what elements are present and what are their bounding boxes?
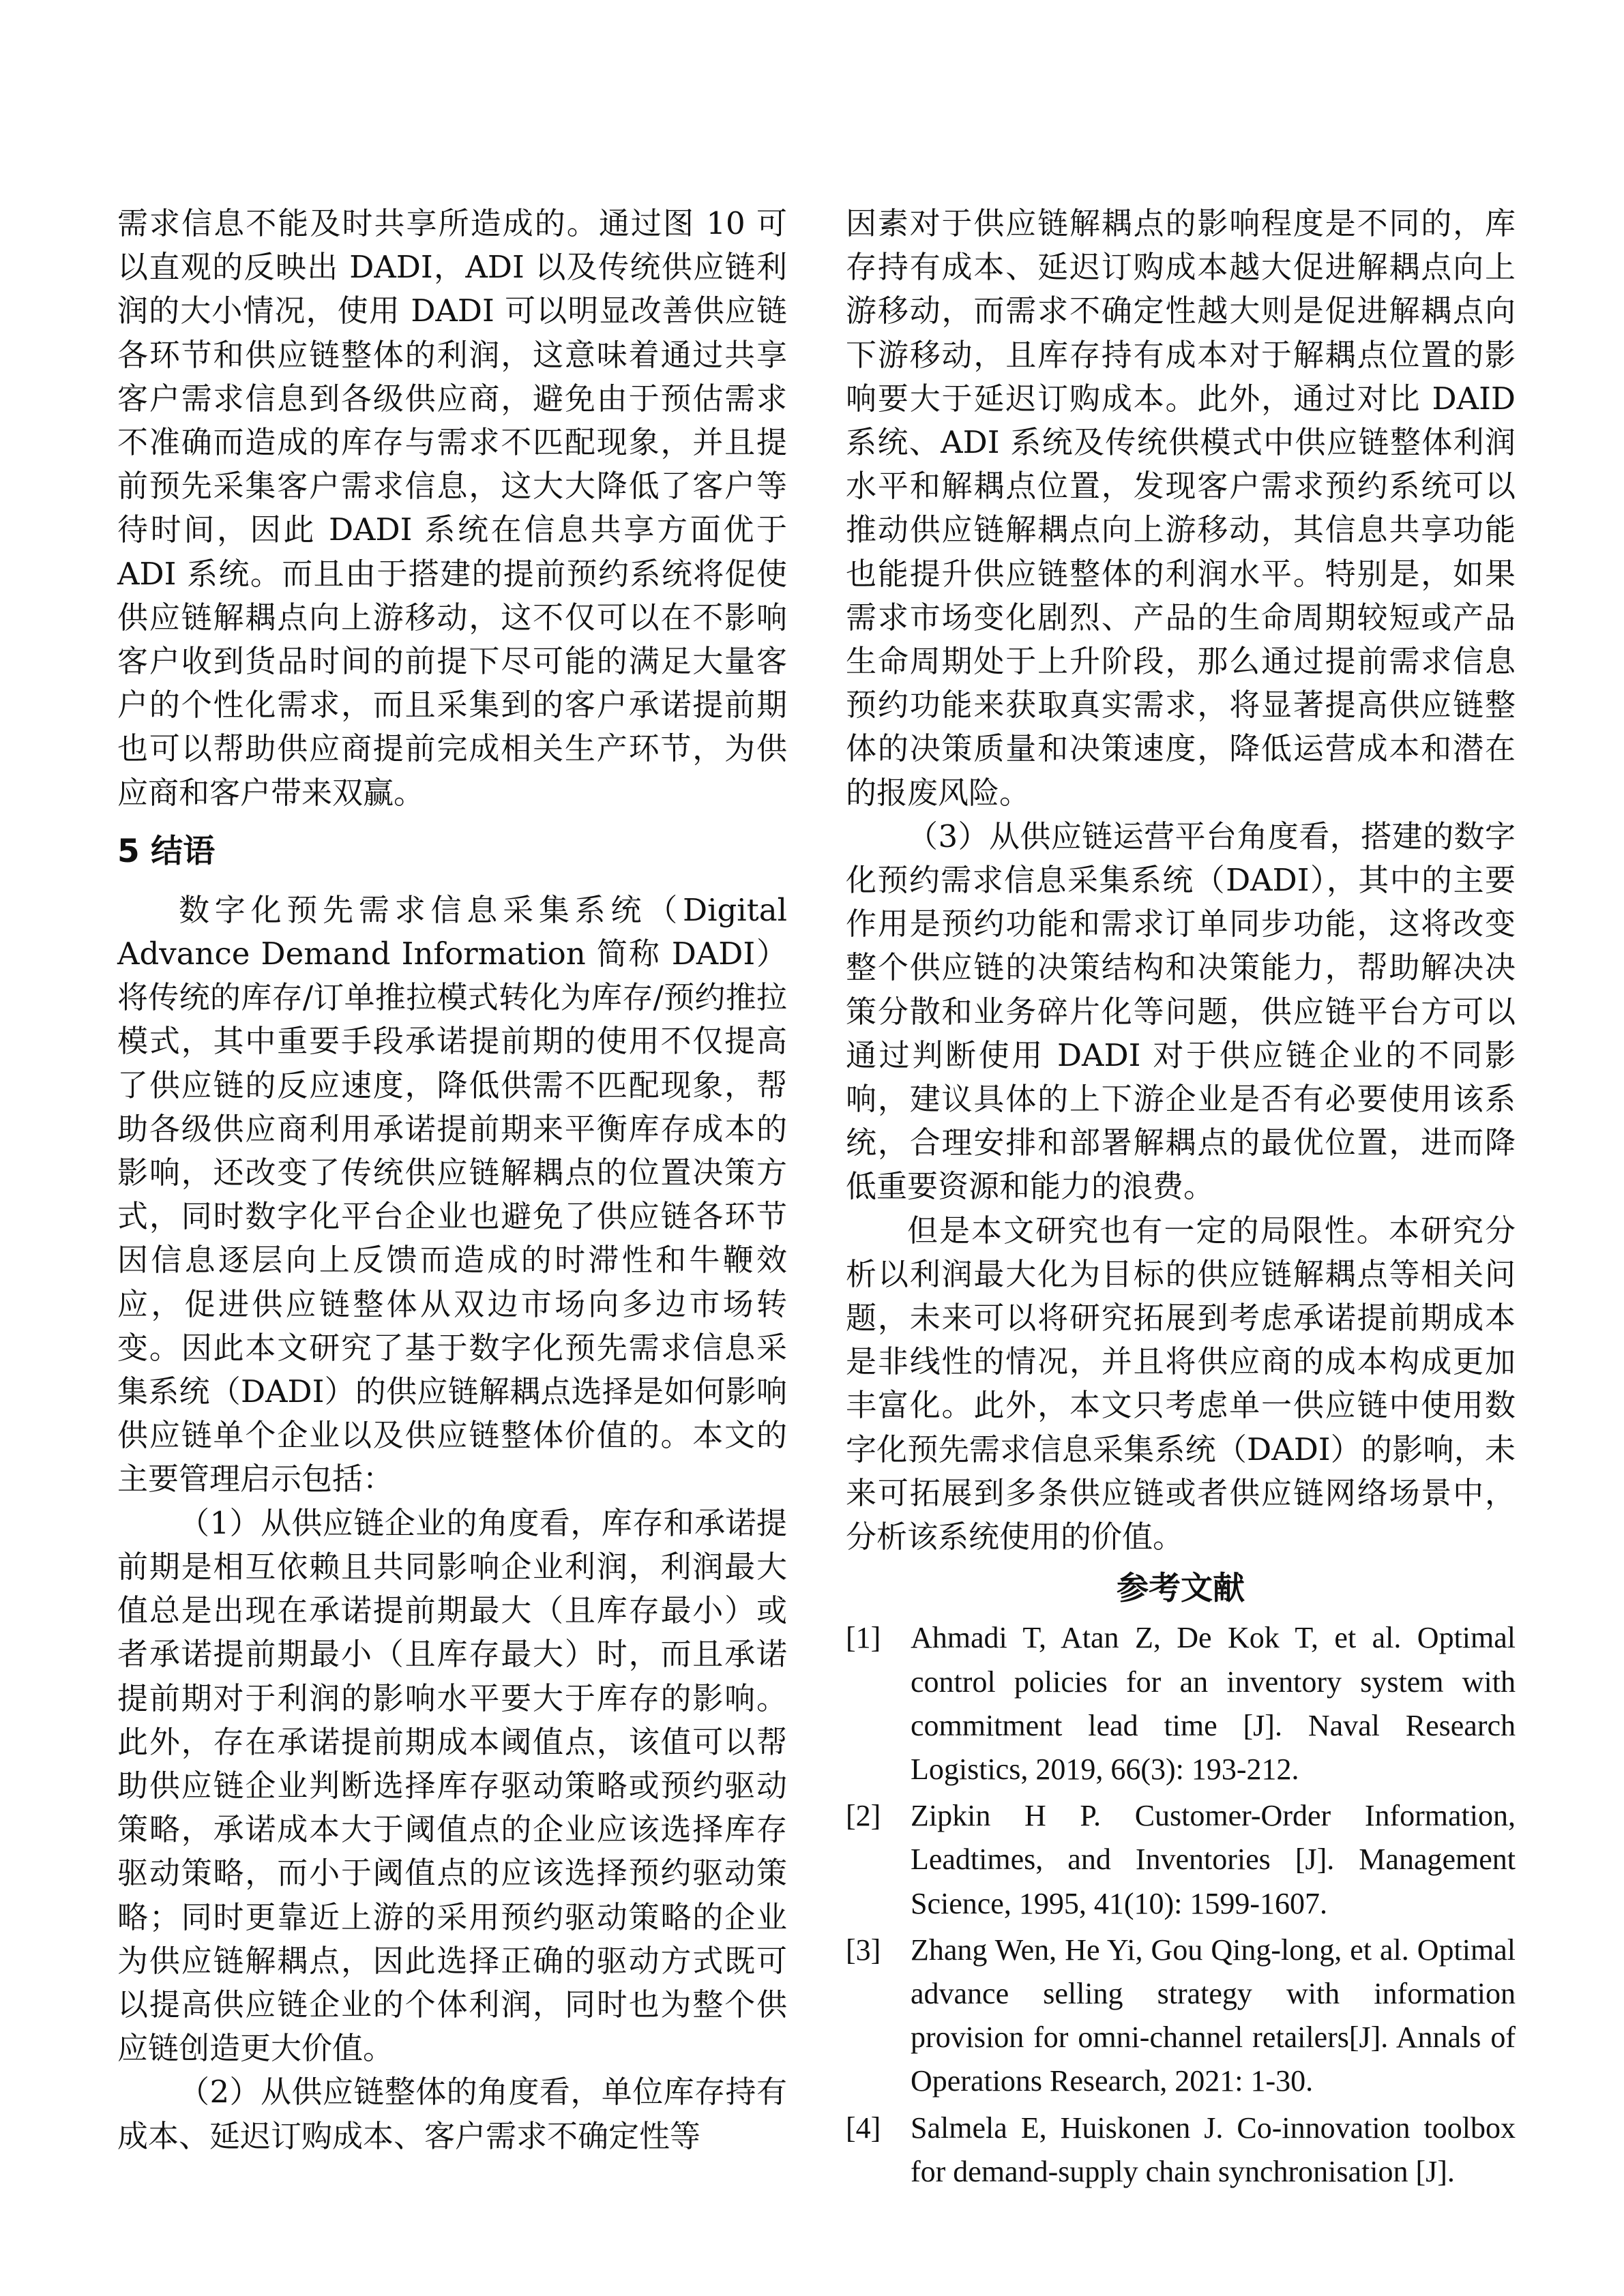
paragraph-point-3: （3）从供应链运营平台角度看，搭建的数字化预约需求信息采集系统（DADI），其中的主要作用是预约功能和需求订单同步功能，这将改变整个供应链的决策结构和决策能力，帮助解决决策分散和业务碎片化等问题，供应链平台方可以通过判断使用 DADI 对于供应链企业的不同影响，建议具体的上下游企业是否有必要使用该系统，合理安排和部署解耦点的最优位置，进而降低重要资源和能力的浪费。 [846,818,1516,1205]
paragraph-point-2-start: （2）从供应链整体的角度看，单位库存持有成本、延迟订购成本、客户需求不确定性等 [117,2074,787,2154]
reference-number: [1] [846,1621,881,1655]
reference-number: [3] [846,1933,881,1967]
paragraph-continued: 需求信息不能及时共享所造成的。通过图 10 可以直观的反映出 DADI，ADI 以及传统供应链利润的大小情况，使用 DADI 可以明显改善供应链各环节和供应链整体的利润，这意味着通过共享客户需求信息到各级供应商，避免由于预估需求不准确而造成的库存与需求不匹配现象，并且提前预先采集客户需求信息，这大大降低了客户等待时间，因此 DADI 系统在信息共享方面优于 ADI 系统。而且由于搭建的提前预约系统将促使供应链解耦点向上游移动，这不仅可以在不影响客户收到货品时间的前提下尽可能的满足大量客户的个性化需求，而且采集到的客户承诺提前期也可以帮助供应商提前完成相关生产环节，为供应商和客户带来双赢。 [117,205,787,811]
paragraph-point-2-continued: 因素对于供应链解耦点的影响程度是不同的，库存持有成本、延迟订购成本越大促进解耦点向上游移动，而需求不确定性越大则是促进解耦点向下游移动，且库存持有成本对于解耦点位置的影响要大于延迟订购成本。此外，通过对比 DAID 系统、ADI 系统及传统供模式中供应链整体利润水平和解耦点位置，发现客户需求预约系统可以推动供应链解耦点向上游移动，其信息共享功能也能提升供应链整体的利润水平。特别是，如果需求市场变化剧烈、产品的生命周期较短或产品生命周期处于上升阶段，那么通过提前需求信息预约功能来获取真实需求，将显著提高供应链整体的决策质量和决策速度，降低运营成本和潜在的报废风险。 [846,205,1516,811]
reference-item [846,1616,1516,1791]
paragraph-conclusion: 数字化预先需求信息采集系统（Digital Advance Demand Information 简称 DADI）将传统的库存/订单推拉模式转化为库存/预约推拉模式，其中重要手段承诺提前期的使用不仅提高了供应链的反应速度，降低供需不匹配现象，帮助各级供应商利用承诺提前期来平衡库存成本的影响，还改变了传统供应链解耦点的位置决策方式，同时数字化平台企业也避免了供应链各环节因信息逐层向上反馈而造成的时滞性和牛鞭效应，促进供应链整体从双边市场向多边市场转变。因此本文研究了基于数字化预先需求信息采集系统（DADI）的供应链解耦点选择是如何影响供应链单个企业以及供应链整体价值的。本文的主要管理启示包括： [117,891,787,1497]
reference-number: [4] [846,2111,881,2145]
reference-list [846,1616,1516,2194]
left-column [117,202,787,2158]
references-title: 参考文献 [1117,1570,1245,1608]
paragraph-point-1: （1）从供应链企业的角度看，库存和承诺提前期是相互依赖且共同影响企业利润，利润最大值总是出现在承诺提前期最大（且库存最小）或者承诺提前期最小（且库存最大）时，而且承诺提前期对于利润的影响水平要大于库存的影响。此外，存在承诺提前期成本阈值点，该值可以帮助供应链企业判断选择库存驱动策略或预约驱动策略，承诺成本大于阈值点的企业应该选择库存驱动策略，而小于阈值点的应该选择预约驱动策略；同时更靠近上游的采用预约驱动策略的企业为供应链解耦点，因此选择正确的驱动方式既可以提高供应链企业的个体利润，同时也为整个供应链创造更大价值。 [117,1504,787,2067]
reference-text: Zhang Wen, He Yi, Gou Qing-long, et al. Optimal advance selling strategy with information provision for omni-channel retailers[J]. Annals of Operations Research, 2021: 1-30. [911,1933,1516,2098]
right-column [846,202,1516,2196]
reference-text: Salmela E, Huiskonen J. Co-innovation toolbox for demand-supply chain synchronisation [J]. [911,2111,1516,2188]
reference-item [846,1794,1516,1926]
paragraph-limitation: 但是本文研究也有一定的局限性。本研究分析以利润最大化为目标的供应链解耦点等相关问题，未来可以将研究拓展到考虑承诺提前期成本是非线性的情况，并且将供应商的成本构成更加丰富化。此外，本文只考虑单一供应链中使用数字化预先需求信息采集系统（DADI）的影响，未来可拓展到多条供应链或者供应链网络场景中，分析该系统使用的价值。 [846,1212,1516,1555]
section-heading-conclusion: 5 结语 [117,832,216,870]
reference-text: Zipkin H P. Customer-Order Information, Leadtimes, and Inventories [J]. Management Science, 1995, 41(10): 1599-1607. [911,1799,1516,1920]
reference-item [846,2106,1516,2194]
reference-number: [2] [846,1799,881,1833]
reference-text: Ahmadi T, Atan Z, De Kok T, et al. Optimal control policies for an inventory system with commitment lead time [J]. Naval Research Logistics, 2019, 66(3): 193-212. [911,1621,1516,1786]
reference-item [846,1928,1516,2104]
